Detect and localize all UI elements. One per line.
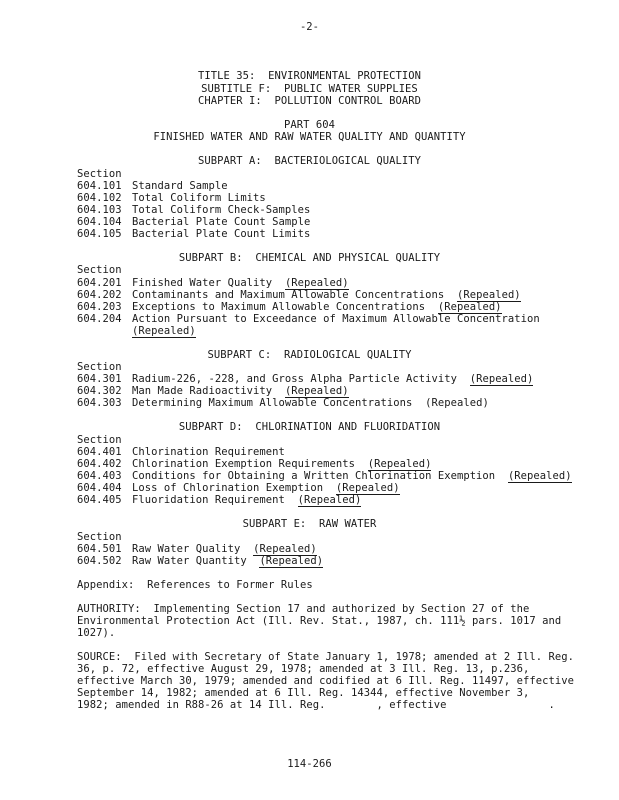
section-title: Action Pursuant to Exceedance of Maximum Allowable Concentration xyxy=(132,313,540,325)
section-text: Raw Water Quantity xyxy=(132,555,247,567)
section-number: 604.202 xyxy=(77,289,122,301)
appendix-line: Appendix: References to Former Rules xyxy=(77,579,313,591)
header-chapter: CHAPTER I: POLLUTION CONTROL BOARD xyxy=(197,95,421,107)
section-title xyxy=(132,458,431,470)
section-number: 604.103 xyxy=(77,204,122,216)
header-subtitle: SUBTITLE F: PUBLIC WATER SUPPLIES xyxy=(201,83,418,95)
source-line: effective March 30, 1979; amended and codified at 6 Ill. Reg. 11497, effective xyxy=(77,675,574,687)
section-title: Standard Sample xyxy=(132,180,228,192)
repealed-note: (Repealed) xyxy=(335,482,400,494)
section-title xyxy=(132,482,400,494)
page-number: -2- xyxy=(299,21,320,33)
section-title: Total Coliform Check-Samples xyxy=(132,204,311,216)
subpart-b-heading: SUBPART B: CHEMICAL AND PHYSICAL QUALITY xyxy=(178,252,441,264)
source-line: 1982; amended in R88-26 at 14 Ill. Reg. , effective . xyxy=(77,699,555,711)
section-number: 604.105 xyxy=(77,228,122,240)
section-title xyxy=(132,555,323,567)
section-label: Section xyxy=(77,361,122,373)
section-number: 604.104 xyxy=(77,216,122,228)
source-line: September 14, 1982; amended at 6 Ill. Reg. 14344, effective November 3, xyxy=(77,687,530,699)
section-text: Man Made Radioactivity xyxy=(132,385,273,397)
footer-page-id: 114-266 xyxy=(287,758,332,770)
repealed-note: (Repealed) xyxy=(425,397,489,409)
subpart-d-heading: SUBPART D: CHLORINATION AND FLUORIDATION xyxy=(178,421,441,433)
repealed-note: (Repealed) xyxy=(367,458,432,470)
subpart-c-heading: SUBPART C: RADIOLOGICAL QUALITY xyxy=(207,349,412,361)
section-title: Chlorination Requirement xyxy=(132,446,285,458)
section-title: Bacterial Plate Count Limits xyxy=(132,228,311,240)
part-title: FINISHED WATER AND RAW WATER QUALITY AND QUANTITY xyxy=(153,131,466,143)
repealed-note: (Repealed) xyxy=(284,277,349,289)
section-label: Section xyxy=(77,168,122,180)
section-number: 604.301 xyxy=(77,373,122,385)
authority-line: AUTHORITY: Implementing Section 17 and authorized by Section 27 of the xyxy=(77,603,530,615)
section-text: Fluoridation Requirement xyxy=(132,494,285,506)
section-number: 604.102 xyxy=(77,192,122,204)
section-number: 604.405 xyxy=(77,494,122,506)
repealed-note: (Repealed) xyxy=(437,301,502,313)
section-title xyxy=(132,373,533,385)
section-number: 604.101 xyxy=(77,180,122,192)
section-title xyxy=(132,397,489,409)
section-label: Section xyxy=(77,264,122,276)
authority-line: Environmental Protection Act (Ill. Rev. Stat., 1987, ch. 111½ pars. 1017 and xyxy=(77,615,562,627)
section-text: Contaminants and Maximum Allowable Concentrations xyxy=(132,289,445,301)
section-text: Loss of Chlorination Exemption xyxy=(132,482,324,494)
section-number: 604.204 xyxy=(77,313,122,325)
section-number: 604.502 xyxy=(77,555,122,567)
section-title xyxy=(132,289,521,301)
section-text: Chlorination Exemption Requirements xyxy=(132,458,356,470)
section-number: 604.402 xyxy=(77,458,122,470)
source-line: 36, p. 72, effective August 29, 1978; amended at 3 Ill. Reg. 13, p.236, xyxy=(77,663,530,675)
subpart-a-heading: SUBPART A: BACTERIOLOGICAL QUALITY xyxy=(197,155,421,167)
repealed-note: (Repealed) xyxy=(284,385,349,397)
section-text: Raw Water Quality xyxy=(132,543,241,555)
section-title xyxy=(132,301,502,313)
section-text: Finished Water Quality xyxy=(132,277,273,289)
section-number: 604.401 xyxy=(77,446,122,458)
section-title: Total Coliform Limits xyxy=(132,192,266,204)
part-number: PART 604 xyxy=(284,119,335,131)
repealed-note: (Repealed) xyxy=(259,555,324,567)
section-number: 604.404 xyxy=(77,482,122,494)
section-title: Bacterial Plate Count Sample xyxy=(132,216,311,228)
section-text: Determining Maximum Allowable Concentrations xyxy=(132,397,413,409)
section-title xyxy=(132,470,572,482)
section-number: 604.303 xyxy=(77,397,122,409)
section-number: 604.203 xyxy=(77,301,122,313)
section-number: 604.201 xyxy=(77,277,122,289)
section-number: 604.501 xyxy=(77,543,122,555)
section-label: Section xyxy=(77,434,122,446)
section-number: 604.302 xyxy=(77,385,122,397)
section-text: Exceptions to Maximum Allowable Concentrations xyxy=(132,301,426,313)
subpart-e-heading: SUBPART E: RAW WATER xyxy=(242,518,377,530)
section-text: Conditions for Obtaining a Written Chlorination Exemption xyxy=(132,470,496,482)
header-title: TITLE 35: ENVIRONMENTAL PROTECTION xyxy=(197,70,421,82)
repealed-note: (Repealed) xyxy=(507,470,572,482)
repealed-note: (Repealed) xyxy=(132,325,196,337)
source-line: SOURCE: Filed with Secretary of State January 1, 1978; amended at 2 Ill. Reg. xyxy=(77,651,574,663)
section-label: Section xyxy=(77,531,122,543)
repealed-note: (Repealed) xyxy=(456,289,521,301)
repealed-note: (Repealed) xyxy=(469,373,534,385)
section-number: 604.403 xyxy=(77,470,122,482)
repealed-note: (Repealed) xyxy=(297,494,362,506)
section-title xyxy=(132,494,361,506)
section-title xyxy=(132,543,317,555)
repealed-note: (Repealed) xyxy=(253,543,317,555)
section-text: Radium-226, -228, and Gross Alpha Particle Activity xyxy=(132,373,457,385)
section-title xyxy=(132,385,349,397)
section-title xyxy=(132,277,349,289)
authority-line: 1027). xyxy=(77,627,116,639)
